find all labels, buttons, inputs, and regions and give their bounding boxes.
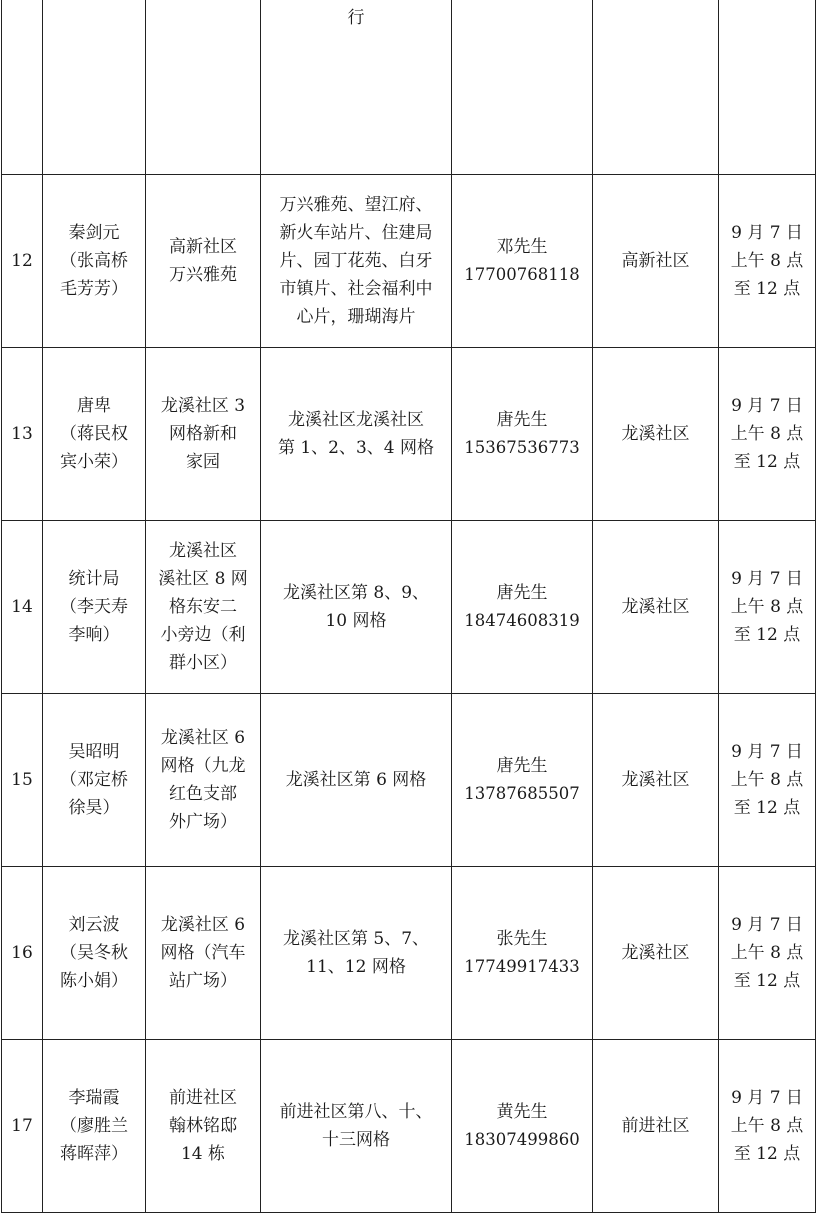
contact-phone: 18474608319 <box>464 611 580 630</box>
time-line: 上午 8 点 <box>730 943 804 963</box>
area-line: 龙溪社区第 8、9、 <box>282 583 430 603</box>
cell-person <box>43 1040 146 1213</box>
person-line: 李响） <box>68 625 120 645</box>
area-line: 十三网格 <box>322 1130 390 1150</box>
site-line: 群小区） <box>169 653 237 673</box>
row-number: 14 <box>11 597 33 617</box>
site-line: 站广场） <box>169 971 237 991</box>
cell-community <box>593 348 719 521</box>
site-line: 红色支部 <box>169 784 237 804</box>
schedule-table-body <box>2 0 816 1213</box>
table-row <box>2 175 816 348</box>
cell-time <box>719 521 816 694</box>
site-line: 网格（九龙 <box>160 756 246 776</box>
site-line: 溪社区 8 网 <box>158 569 248 589</box>
area-line: 片、园丁花苑、白牙 <box>279 251 433 271</box>
cell-community <box>593 521 719 694</box>
cell-contact <box>452 867 593 1040</box>
contact-phone: 15367536773 <box>464 438 580 457</box>
area-line: 前进社区第八、十、 <box>279 1102 433 1122</box>
cell-contact <box>452 694 593 867</box>
cell-contact <box>452 0 593 175</box>
site-line: 前进社区 <box>169 1088 237 1108</box>
contact-name: 唐先生 <box>496 756 548 776</box>
cell-community <box>593 1040 719 1213</box>
site-line: 龙溪社区 3 <box>160 396 246 416</box>
table-row <box>2 867 816 1040</box>
contact-name: 唐先生 <box>496 410 548 430</box>
time-line: 至 12 点 <box>733 279 801 299</box>
area-line: 11、12 网格 <box>306 957 406 977</box>
cell-contact <box>452 175 593 348</box>
area-line: 龙溪社区第 5、7、 <box>282 929 430 949</box>
cell-area <box>261 521 452 694</box>
person-line: （邓定桥 <box>60 770 128 790</box>
site-line: 龙溪社区 6 <box>160 728 246 748</box>
time-line: 上午 8 点 <box>730 597 804 617</box>
area-line: 市镇片、社会福利中 <box>279 279 433 299</box>
time-line: 9 月 7 日 <box>731 569 803 589</box>
cell-time <box>719 867 816 1040</box>
cell-no <box>2 0 43 175</box>
cell-area <box>261 867 452 1040</box>
person-line: 秦剑元 <box>68 223 120 243</box>
person-line: （李天寿 <box>60 597 128 617</box>
cell-time <box>719 0 816 175</box>
area-line: 10 网格 <box>325 611 387 631</box>
site-line: 网格（汽车 <box>160 943 246 963</box>
cell-time <box>719 175 816 348</box>
row-number: 15 <box>11 770 33 790</box>
time-line: 至 12 点 <box>733 1144 801 1164</box>
site-line: 小旁边（利 <box>160 625 246 645</box>
cell-time <box>719 1040 816 1213</box>
cell-site <box>146 867 261 1040</box>
cell-person <box>43 867 146 1040</box>
row-number: 17 <box>11 1116 33 1136</box>
contact-phone: 13787685507 <box>464 784 580 803</box>
person-line: 陈小娟） <box>60 971 128 991</box>
cell-no <box>2 175 43 348</box>
person-line: 徐昊） <box>68 798 120 818</box>
area-line: 万兴雅苑、望江府、 <box>279 195 433 215</box>
site-line: 高新社区 <box>169 237 237 257</box>
site-line: 龙溪社区 <box>169 541 237 561</box>
cell-site <box>146 0 261 175</box>
cell-no <box>2 694 43 867</box>
row-number: 16 <box>11 943 33 963</box>
cell-contact <box>452 1040 593 1213</box>
table-row <box>2 1040 816 1213</box>
contact-name: 邓先生 <box>496 237 548 257</box>
cell-community <box>593 867 719 1040</box>
table-row <box>2 348 816 521</box>
contact-phone: 17700768118 <box>464 265 580 284</box>
cell-no <box>2 521 43 694</box>
time-line: 上午 8 点 <box>730 424 804 444</box>
person-line: 毛芳芳） <box>60 279 128 299</box>
time-line: 9 月 7 日 <box>731 915 803 935</box>
community-name: 龙溪社区 <box>621 770 690 790</box>
time-line: 至 12 点 <box>733 798 801 818</box>
cell-site <box>146 175 261 348</box>
area-line: 龙溪社区第 6 网格 <box>285 770 427 790</box>
cell-no <box>2 867 43 1040</box>
area-line: 第 1、2、3、4 网格 <box>277 438 435 458</box>
cell-area <box>261 1040 452 1213</box>
person-line: 宾小荣） <box>60 452 128 472</box>
cell-no <box>2 1040 43 1213</box>
cell-area <box>261 175 452 348</box>
cell-area <box>261 694 452 867</box>
cell-time <box>719 348 816 521</box>
person-line: 吴昭明 <box>68 742 120 762</box>
site-line: 14 栋 <box>180 1144 226 1164</box>
community-name: 高新社区 <box>621 251 690 271</box>
cell-person <box>43 348 146 521</box>
cell-area <box>261 348 452 521</box>
time-line: 9 月 7 日 <box>731 742 803 762</box>
row-number: 12 <box>11 251 33 271</box>
area-line: 心片，珊瑚海片 <box>296 307 416 327</box>
cell-contact <box>452 348 593 521</box>
person-line: 蒋晖萍） <box>60 1144 128 1164</box>
person-line: 李瑞霞 <box>68 1088 120 1108</box>
cell-area <box>261 0 452 175</box>
cell-person <box>43 175 146 348</box>
table-row <box>2 521 816 694</box>
time-line: 至 12 点 <box>733 971 801 991</box>
site-line: 龙溪社区 6 <box>160 915 246 935</box>
cell-person <box>43 521 146 694</box>
cell-person <box>43 0 146 175</box>
area-line: 龙溪社区龙溪社区 <box>288 410 424 430</box>
cell-community <box>593 0 719 175</box>
site-line: 万兴雅苑 <box>169 265 237 285</box>
cell-contact <box>452 521 593 694</box>
person-line: 刘云波 <box>68 915 120 935</box>
table-row-continued <box>2 0 816 175</box>
time-line: 上午 8 点 <box>730 251 804 271</box>
area-line: 行 <box>347 8 365 28</box>
site-line: 网格新和 <box>169 424 237 444</box>
site-line: 格东安二 <box>169 597 237 617</box>
time-line: 9 月 7 日 <box>731 223 803 243</box>
cell-no <box>2 348 43 521</box>
time-line: 9 月 7 日 <box>731 396 803 416</box>
person-line: 唐卑 <box>77 396 111 416</box>
row-number: 13 <box>11 424 33 444</box>
cell-person <box>43 694 146 867</box>
cell-community <box>593 175 719 348</box>
cell-site <box>146 348 261 521</box>
contact-phone: 17749917433 <box>464 957 580 976</box>
contact-name: 黄先生 <box>496 1102 548 1122</box>
cell-site <box>146 521 261 694</box>
time-line: 至 12 点 <box>733 625 801 645</box>
person-line: 统计局 <box>68 569 120 589</box>
schedule-table <box>1 0 816 1213</box>
cell-time <box>719 694 816 867</box>
site-line: 外广场） <box>169 812 237 832</box>
contact-name: 唐先生 <box>496 583 548 603</box>
person-line: （吴冬秋 <box>60 943 128 963</box>
community-name: 龙溪社区 <box>621 943 690 963</box>
time-line: 上午 8 点 <box>730 770 804 790</box>
time-line: 上午 8 点 <box>730 1116 804 1136</box>
community-name: 龙溪社区 <box>621 424 690 444</box>
area-line: 新火车站片、住建局 <box>279 223 433 243</box>
person-line: （廖胜兰 <box>60 1116 128 1136</box>
person-line: （张高桥 <box>60 251 128 271</box>
cell-site <box>146 1040 261 1213</box>
community-name: 龙溪社区 <box>621 597 690 617</box>
person-line: （蒋民权 <box>60 424 128 444</box>
contact-phone: 18307499860 <box>464 1130 580 1149</box>
cell-community <box>593 694 719 867</box>
contact-name: 张先生 <box>496 929 548 949</box>
site-line: 家园 <box>186 452 220 472</box>
site-line: 翰林铭邸 <box>169 1116 237 1136</box>
time-line: 9 月 7 日 <box>731 1088 803 1108</box>
time-line: 至 12 点 <box>733 452 801 472</box>
community-name: 前进社区 <box>621 1116 690 1136</box>
table-row <box>2 694 816 867</box>
cell-site <box>146 694 261 867</box>
